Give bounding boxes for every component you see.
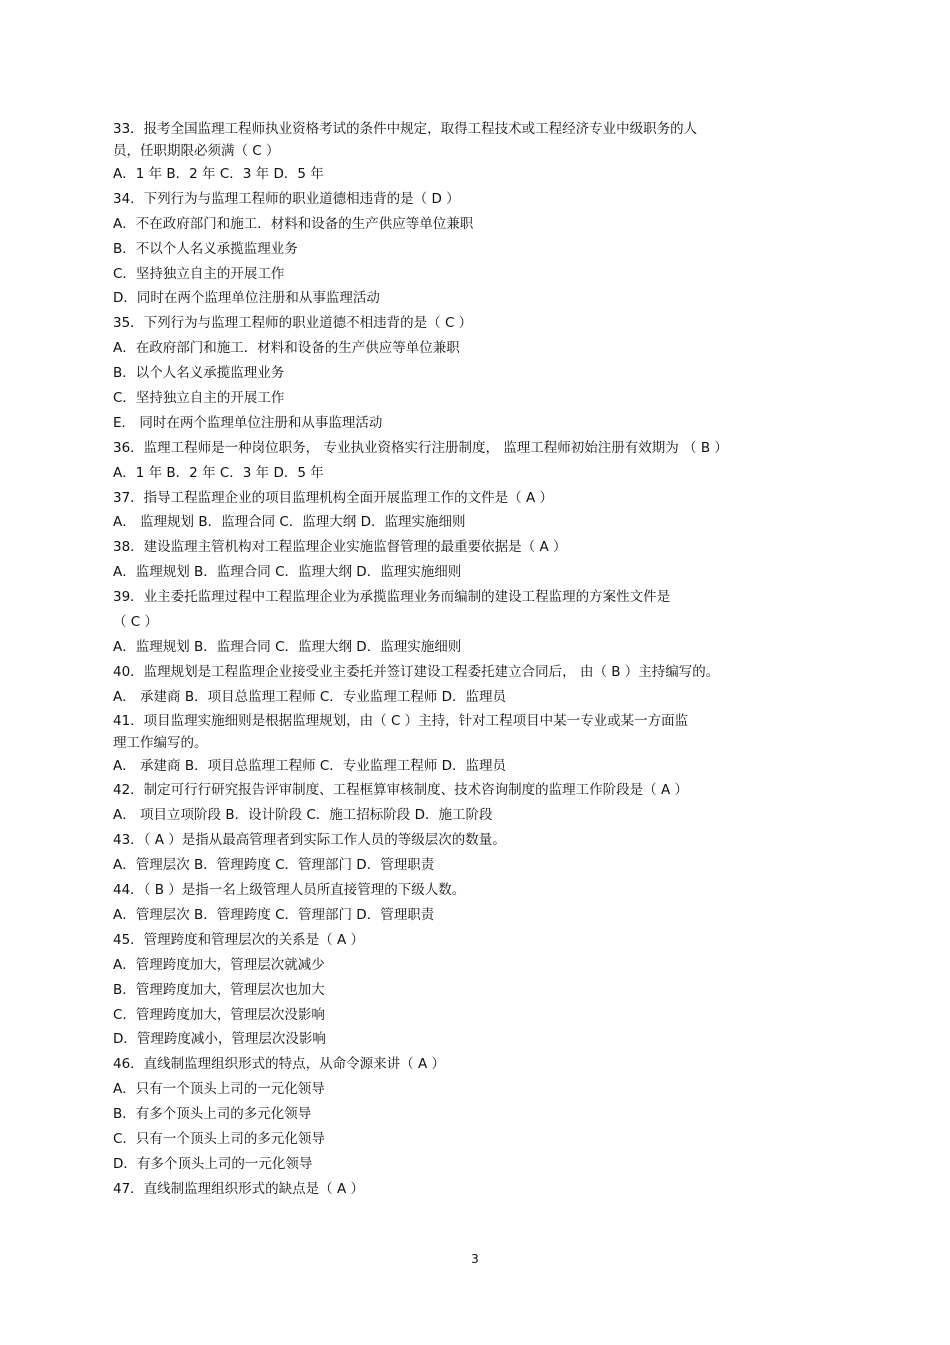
text-line: B．有多个顶头上司的多元化领导 [113,1106,312,1123]
text-line: A．不在政府部门和施工．材料和设备的生产供应等单位兼职 [113,215,474,232]
text-line: E． 同时在两个监理单位注册和从事监理活动 [113,414,383,431]
text-line: A． 承建商 B．项目总监理工程师 C．专业监理工程师 D．监理员 [113,757,506,774]
text-line: A．监理规划 B．监理合同 C．监理大纲 D．监理实施细则 [113,638,462,655]
text-line: 员，任职期限必须满（ C ） [113,143,280,159]
text-line: C．坚持独立自主的开展工作 [113,390,285,407]
page-number: 3 [471,1252,479,1266]
text-line: 41．项目监理实施细则是根据监理规划，由（ C ）主持，针对工程项目中某一专业或某一方面监 [113,712,689,729]
text-line: A．1 年 B．2 年 C．3 年 D．5 年 [113,464,324,481]
text-line: （ C ） [113,614,159,631]
text-line: 47．直线制监理组织形式的缺点是（ A ） [113,1180,364,1197]
text-line: A．在政府部门和施工．材料和设备的生产供应等单位兼职 [113,340,460,357]
text-line: 45．管理跨度和管理层次的关系是（ A ） [113,931,364,948]
text-line: 37．指导工程监理企业的项目监理机构全面开展监理工作的文件是（ A ） [113,489,553,506]
text-line: B．不以个人名义承揽监理业务 [113,240,298,257]
text-line: 35．下列行为与监理工程师的职业道德不相违背的是（ C ） [113,315,473,332]
text-line: A．监理规划 B．监理合同 C．监理大纲 D．监理实施细则 [113,564,462,581]
text-line: 46．直线制监理组织形式的特点，从命令源来讲（ A ） [113,1056,445,1073]
text-line: 理工作编写的。 [113,734,208,751]
text-line: 40．监理规划是工程监理企业接受业主委托并签订建设工程委托建立合同后， 由（ B ）主持编写的。 [113,663,720,680]
text-line: A． 项目立项阶段 B．设计阶段 C．施工招标阶段 D．施工阶段 [113,807,493,824]
text-line: B．管理跨度加大，管理层次也加大 [113,981,325,998]
text-line: A．只有一个顶头上司的一元化领导 [113,1081,325,1098]
text-line: A．管理层次 B．管理跨度 C．管理部门 D．管理职责 [113,906,435,923]
text-line: A．1 年 B．2 年 C．3 年 D．5 年 [113,166,324,182]
text-line: C．管理跨度加大，管理层次没影响 [113,1006,325,1023]
text-line: D．有多个顶头上司的一元化领导 [113,1155,313,1172]
text-line: 44．（ B ）是指一名上级管理人员所直接管理的下级人数。 [113,882,466,899]
text-line: 43．（ A ）是指从最高管理者到实际工作人员的等级层次的数量。 [113,832,506,849]
text-line: B．以个人名义承揽监理业务 [113,365,285,382]
text-line: A．管理层次 B．管理跨度 C．管理部门 D．管理职责 [113,857,435,874]
text-line: A． 监理规划 B．监理合同 C．监理大纲 D．监理实施细则 [113,514,466,531]
text-line: 36．监理工程师是一种岗位职务， 专业执业资格实行注册制度， 监理工程师初始注册有效期为 （ B ） [113,439,728,456]
text-line: D．同时在两个监理单位注册和从事监理活动 [113,290,380,307]
text-line: C．坚持独立自主的开展工作 [113,265,285,282]
text-line: 34．下列行为与监理工程师的职业道德相违背的是（ D ） [113,190,460,207]
text-line: A．管理跨度加大，管理层次就减少 [113,956,325,973]
text-line: D．管理跨度减小，管理层次没影响 [113,1031,326,1048]
text-line: 33．报考全国监理工程师执业资格考试的条件中规定，取得工程技术或工程经济专业中级职务的人 [113,121,698,137]
text-line: 39．业主委托监理过程中工程监理企业为承揽监理业务而编制的建设工程监理的方案性文件是 [113,589,671,606]
text-line: 42．制定可行行研究报告评审制度、工程框算审核制度、技术咨询制度的监理工作阶段是（ A ） [113,782,688,799]
text-line: A． 承建商 B．项目总监理工程师 C．专业监理工程师 D．监理员 [113,688,506,705]
question-text-block [113,118,843,1202]
text-line: C．只有一个顶头上司的多元化领导 [113,1130,325,1147]
text-line: 38．建设监理主管机构对工程监理企业实施监督管理的最重要依据是（ A ） [113,539,567,556]
